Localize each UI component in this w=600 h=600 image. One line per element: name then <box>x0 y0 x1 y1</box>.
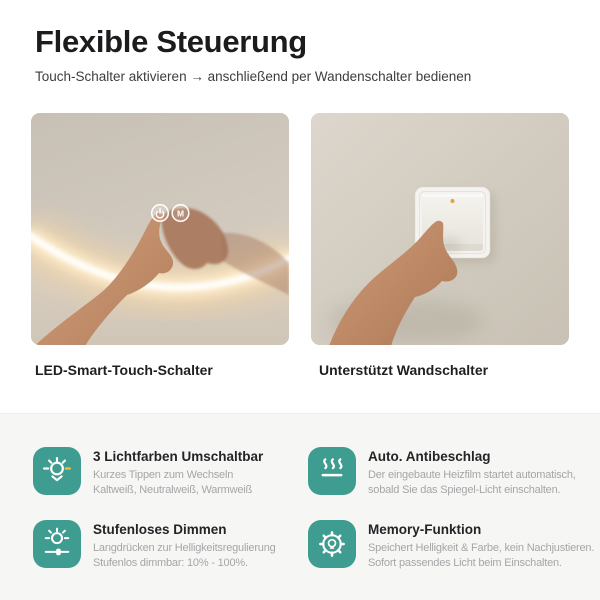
feature-desc-line1: Speichert Helligkeit & Farbe, kein Nachjustieren. <box>368 542 595 554</box>
wall-switch-scene <box>311 113 569 345</box>
photo-captions <box>31 362 577 378</box>
feature-item-light-colors <box>33 447 263 497</box>
mirror-touch-scene <box>31 113 289 345</box>
caption-wall-switch: Unterstützt Wandschalter <box>319 362 489 378</box>
page-title: Flexible Steuerung <box>35 24 307 59</box>
page-header <box>35 24 471 84</box>
dimmer-slider-icon <box>33 520 81 568</box>
feature-item-dimming <box>33 520 276 570</box>
feature-desc-line2: sobald Sie das Spiegel-Licht einschalten. <box>368 483 561 496</box>
memory-gear-icon <box>308 520 356 568</box>
feature-item-anti-fog <box>308 447 576 497</box>
anti-fog-heat-icon <box>308 447 356 495</box>
photo-gallery <box>31 113 569 345</box>
light-color-switch-icon <box>33 447 81 495</box>
feature-desc-line2: Sofort passendes Licht beim Einschalten. <box>368 556 562 569</box>
feature-title: 3 Lichtfarben Umschaltbar <box>93 449 264 464</box>
feature-item-memory <box>308 520 594 570</box>
touch-switch-photo <box>31 113 289 345</box>
caption-touch-switch: LED-Smart-Touch-Schalter <box>35 362 213 378</box>
switch-indicator-light <box>451 199 455 203</box>
memory-touch-button <box>172 205 189 222</box>
feature-desc-line1: Kurzes Tippen zum Wechseln <box>93 469 234 481</box>
features-section <box>0 413 600 600</box>
memory-button-label: M <box>176 208 185 219</box>
feature-desc-line2: Kaltweiß, Neutralweiß, Warmweiß <box>93 483 253 496</box>
feature-desc-line2: Stufenlos dimmbar: 10% - 100%. <box>93 556 248 569</box>
power-touch-button <box>152 205 169 222</box>
feature-title: Auto. Antibeschlag <box>368 449 491 464</box>
feature-title: Stufenloses Dimmen <box>93 522 227 537</box>
feature-title: Memory-Funktion <box>368 522 482 537</box>
feature-desc-line1: Der eingebaute Heizfilm startet automatisch, <box>368 469 576 481</box>
feature-desc-line1: Langdrücken zur Helligkeitsregulierung <box>93 542 276 554</box>
rocker-top-bevel <box>422 194 483 197</box>
wall-switch-photo <box>311 113 569 345</box>
page-subtitle: Touch-Schalter aktivieren → anschließend per Wandenschalter bedienen <box>35 69 472 84</box>
